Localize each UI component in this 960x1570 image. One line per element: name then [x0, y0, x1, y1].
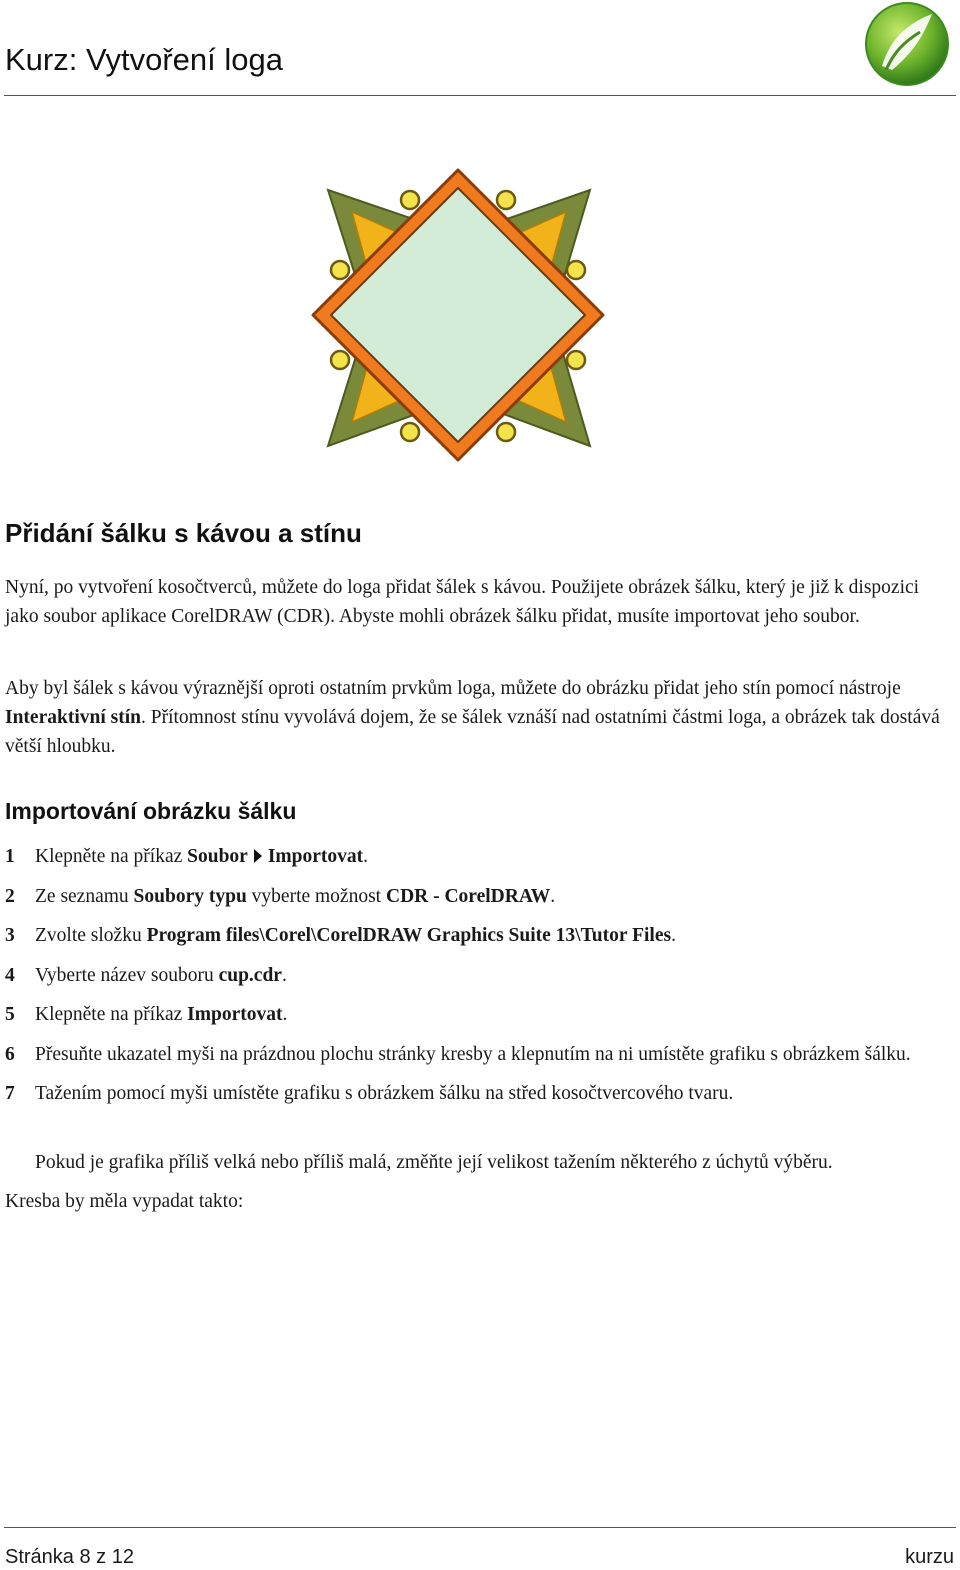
closing-text: Kresba by měla vypadat takto:: [5, 1191, 244, 1212]
intro-paragraph: Nyní, po vytvoření kosočtverců, můžete do loga přidat šálek s kávou. Použijete obrázek šálku, který je již k dispozici jako soubor aplikace CorelDRAW (CDR). Abyste mohli obrázek šálku přidat, musíte importovat jeho soubor.: [5, 577, 920, 627]
option-name: CDR - CorelDRAW: [385, 885, 551, 907]
step-item: [0, 1079, 960, 1108]
page-number: Stránka 8 z 12: [5, 1546, 134, 1568]
tool-name: Interaktivní stín: [5, 707, 141, 728]
step-text: Přesuňte ukazatel myši na prázdnou plochu stránky kresby a klepnutím na ni umístěte grafiku s obrázkem šálku.: [35, 1043, 911, 1065]
step-text: .: [363, 846, 369, 867]
coreldraw-balloon-icon: [862, 0, 952, 90]
footer-divider: [4, 1527, 956, 1528]
subsection-heading: Importování obrázku šálku: [5, 798, 297, 824]
step-text: .: [282, 1004, 288, 1025]
section-heading: Přidání šálku s kávou a stínu: [5, 518, 362, 548]
step-text: .: [550, 885, 556, 907]
step-number: 1: [5, 846, 15, 867]
dot: [567, 351, 585, 369]
step-item: [0, 842, 960, 871]
step-item: [0, 1000, 960, 1029]
step-number: 7: [5, 1083, 15, 1104]
step-text: Ze seznamu: [35, 885, 134, 907]
document-title: Kurz: Vytvoření loga: [5, 42, 283, 77]
dot: [331, 351, 349, 369]
dot: [401, 423, 419, 441]
step-text: Zvolte složku: [35, 925, 147, 946]
step-item: [0, 1040, 960, 1069]
step-text: Vyberte název souboru: [35, 964, 219, 986]
step-number: 6: [5, 1043, 15, 1065]
step-item: [0, 961, 960, 990]
dot: [567, 261, 585, 279]
step-item: [0, 882, 960, 911]
step-text: Klepněte na příkaz: [35, 1004, 188, 1025]
dot: [331, 261, 349, 279]
step-number: 2: [5, 885, 15, 907]
step-number: 5: [5, 1004, 15, 1025]
header-divider: [4, 95, 956, 96]
step-text: Tažením pomocí myši umístěte grafiku s obrázkem šálku na střed kosočtvercového tvaru.: [35, 1083, 734, 1104]
paragraph-text: Aby byl šálek s kávou výraznější oproti ostatním prvkům loga, můžete do obrázku přidat jeho stín pomocí nástroje: [5, 678, 901, 699]
step-note: Pokud je grafika příliš velká nebo příliš malá, změňte její velikost tažením některého z úchytů výběru.: [35, 1152, 833, 1173]
step-text: vyberte možnost: [246, 885, 386, 907]
step-text: .: [281, 964, 287, 986]
step-text: .: [671, 925, 676, 946]
menu-name: Soubor: [187, 846, 248, 867]
folder-path: Program files\Corel\CorelDRAW Graphics Suite 13\Tutor Files: [146, 925, 672, 946]
paragraph-text: . Přítomnost stínu vyvolává dojem, že se šálek vznáší nad ostatními částmi loga, a obrázek tak dostává větší hloubku.: [5, 707, 940, 757]
command-name: Importovat: [267, 846, 364, 867]
dot: [401, 191, 419, 209]
field-name: Soubory typu: [133, 885, 247, 907]
step-list: [0, 842, 960, 1119]
logo-illustration: [300, 160, 620, 470]
step-item: [0, 921, 960, 950]
step-number: 4: [5, 964, 15, 986]
footer-label: kurzu: [905, 1546, 954, 1568]
step-text: Klepněte na příkaz: [35, 846, 188, 867]
dot: [497, 191, 515, 209]
page-header: [0, 0, 960, 98]
command-name: Importovat: [187, 1004, 283, 1025]
shadow-paragraph: [5, 674, 955, 761]
step-number: 3: [5, 925, 15, 946]
file-name: cup.cdr: [218, 964, 282, 986]
menu-arrow-icon: [254, 849, 262, 863]
dot: [497, 423, 515, 441]
